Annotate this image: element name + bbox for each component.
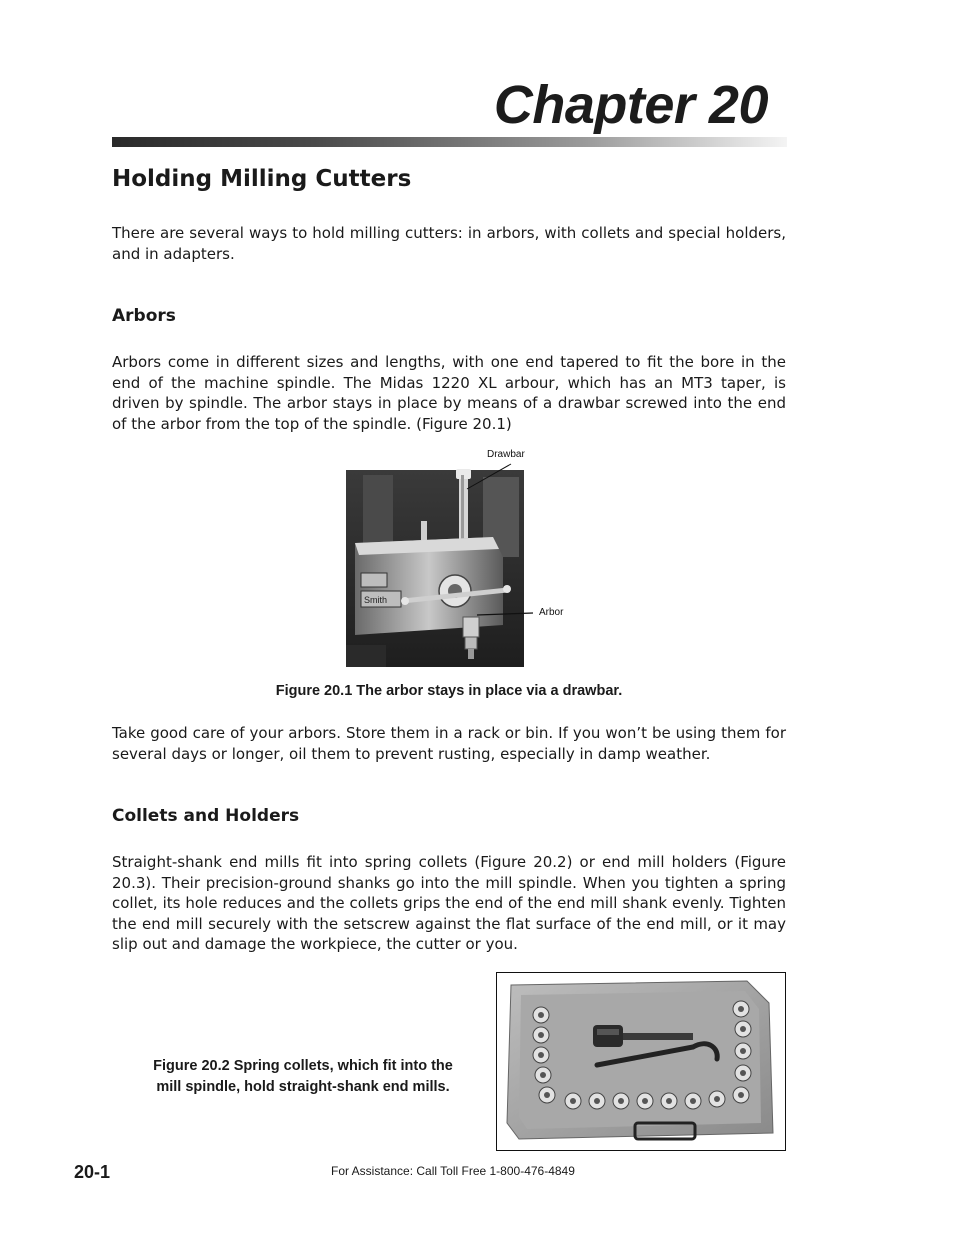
collet-case-illustration	[497, 973, 785, 1150]
collets-paragraph: Straight-shank end mills fit into spring collets (Figure 20.2) or end mill holders (Figure 20.3). Their precision-ground shanks go into the mill spindle. When you tighten a spring collet, its hole reduces and the collets grips the end of the end mill shank evenly. Tighten the end mill securely with the setscrew against the flat surface of the end mill, or it may slip out and damage the workpiece, the cutter or you.	[112, 853, 786, 953]
arbor-care-paragraph: Take good care of your arbors. Store them in a rack or bin. If you won’t be using them for several days or longer, oil them to prevent rusting, especially in damp weather.	[112, 724, 786, 763]
arbors-paragraph: Arbors come in different sizes and lengths, with one end tapered to fit the bore in the end of the machine spindle. The Midas 1220 XL arbour, which has an MT3 taper, is driven by spindle. The arbor stays in place by means of a drawbar screwed into the end of the arbor from the top of the spindle. (Figure 20.1)	[112, 353, 786, 433]
chapter-gradient-rule	[112, 137, 787, 147]
figure-20-1-caption: Figure 20.1 The arbor stays in place via a drawbar.	[275, 683, 623, 699]
chapter-title: Chapter 20	[493, 75, 768, 135]
section-title: Holding Milling Cutters	[112, 166, 412, 192]
arbor-label: Arbor	[539, 607, 564, 618]
collets-heading: Collets and Holders	[112, 806, 300, 826]
arbors-heading: Arbors	[112, 306, 176, 326]
intro-paragraph: There are several ways to hold milling cutters: in arbors, with collets and special holders, and in adapters.	[112, 224, 786, 263]
drawbar-label: Drawbar	[487, 449, 525, 460]
assistance-phone: For Assistance: Call Toll Free 1-800-476-4849	[331, 1164, 575, 1178]
arbor-drawbar-photo	[343, 445, 583, 669]
page-number: 20-1	[74, 1162, 111, 1182]
machine-plate-text: Smith	[364, 595, 388, 605]
figure-20-2-caption-line1: Figure 20.2 Spring collets, which fit into the	[153, 1058, 453, 1074]
collet-set-photo-frame	[496, 972, 786, 1151]
figure-20-2-caption-line2: mill spindle, hold straight-shank end mills.	[156, 1079, 450, 1095]
